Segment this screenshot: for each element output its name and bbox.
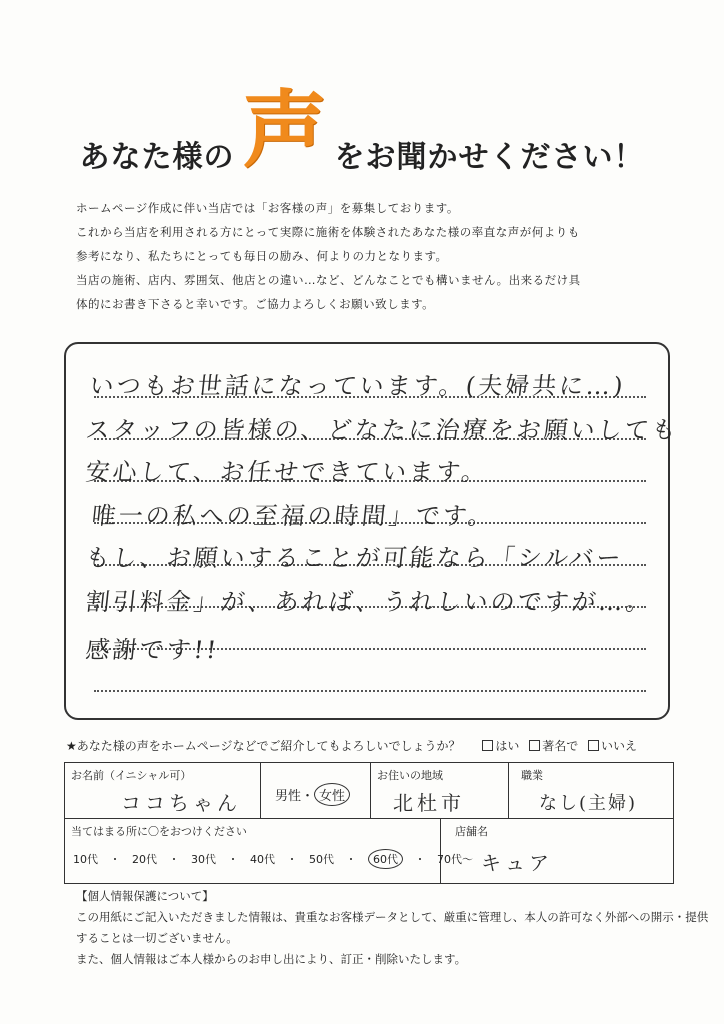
- name-label: お名前（イニシャル可）: [71, 769, 192, 782]
- age-separator: ・: [414, 853, 426, 866]
- privacy-line: この用紙にご記入いただきました情報は、貴重なお客様データとして、厳重に管理し、本人の許可なく外部への開示・提供: [76, 910, 709, 924]
- gender-separator: ・: [301, 789, 315, 804]
- privacy-heading: 【個人情報保護について】: [76, 889, 214, 903]
- page-title: [0, 70, 724, 190]
- checkbox-icon[interactable]: [588, 740, 599, 751]
- consent-option-named[interactable]: [529, 739, 578, 753]
- handwritten-line: 唯一の私への至福の時間」です。: [90, 502, 497, 530]
- age-separator: ・: [345, 853, 357, 866]
- age-separator: ・: [227, 853, 239, 866]
- intro-line: 当店の施術、店内、雰囲気、他店との違い…など、どんなことでも構いません。出来るだけ具: [76, 273, 581, 287]
- age-options: [73, 849, 481, 869]
- consent-option-no[interactable]: [588, 739, 637, 753]
- gender-female-selected[interactable]: 女性: [314, 783, 350, 806]
- shop-value: キュア: [481, 851, 553, 875]
- consent-option-label: はい: [495, 739, 520, 753]
- writing-line: [94, 690, 646, 692]
- title-accent: 声: [242, 81, 327, 179]
- handwritten-line: 感謝です!!: [84, 636, 221, 664]
- age-label: 当てはまる所に〇をおつけください: [71, 825, 247, 838]
- shop-cell[interactable]: [441, 819, 673, 883]
- age-option[interactable]: 30代: [191, 853, 216, 866]
- age-option[interactable]: 10代: [73, 853, 98, 866]
- customer-form: [64, 762, 674, 884]
- age-separator: ・: [109, 853, 121, 866]
- title-before: あなた様の: [79, 140, 235, 175]
- age-option-selected[interactable]: 60代: [368, 849, 403, 869]
- gender-options: [275, 783, 350, 806]
- age-separator: ・: [168, 853, 180, 866]
- age-separator: ・: [286, 853, 298, 866]
- region-label: お住いの地域: [377, 769, 443, 782]
- intro-line: 参考になり、私たちにとっても毎日の励み、何よりの力となります。: [76, 249, 448, 263]
- gender-male[interactable]: 男性: [275, 789, 302, 804]
- shop-label: 店舗名: [455, 825, 488, 838]
- handwritten-line: 安心して、お任せできています。: [84, 458, 490, 486]
- intro-line: ホームページ作成に伴い当店では「お客様の声」を募集しております。: [76, 201, 459, 215]
- job-label: 職業: [521, 769, 543, 782]
- handwritten-line: 割引料金」が、あれば、うれしいのですが…。: [84, 588, 655, 616]
- job-value: なし(主婦): [539, 793, 638, 814]
- consent-question: ★あなた様の声をホームページなどでご紹介してもよろしいでしょうか？: [66, 739, 461, 753]
- gender-cell[interactable]: [261, 763, 371, 819]
- checkbox-icon[interactable]: [482, 740, 493, 751]
- consent-row: [66, 737, 637, 754]
- handwritten-line: もし、お願いすることが可能なら「シルバー: [84, 544, 625, 572]
- region-value: 北杜市: [393, 791, 465, 815]
- age-option[interactable]: 70代〜: [437, 853, 473, 866]
- intro-line: 体的にお書き下さると幸いです。ご協力よろしくお願い致します。: [76, 297, 435, 311]
- consent-option-yes[interactable]: [482, 739, 519, 753]
- title-after: をお聞かせください！: [334, 140, 645, 175]
- age-option[interactable]: 20代: [132, 853, 157, 866]
- region-cell[interactable]: [371, 763, 509, 819]
- job-cell[interactable]: [509, 763, 673, 819]
- privacy-line: することは一切ございません。: [76, 931, 238, 945]
- age-option[interactable]: 40代: [250, 853, 275, 866]
- handwritten-line: いつもお世話になっています。(夫婦共に…): [88, 372, 628, 400]
- privacy-notice: [76, 886, 708, 970]
- privacy-line: また、個人情報はご本人様からのお申し出により、訂正・削除いたします。: [76, 952, 467, 966]
- name-value: ココちゃん: [121, 791, 241, 815]
- checkbox-icon[interactable]: [529, 740, 540, 751]
- handwritten-line: スタッフの皆様の、どなたに治療をお願いしても: [84, 416, 681, 444]
- intro-line: これから当店を利用される方にとって実際に施術を体験されたあなた様の率直な声が何よりも: [76, 225, 580, 239]
- intro-text: [76, 196, 676, 316]
- name-cell[interactable]: [65, 763, 261, 819]
- consent-option-label: 著名で: [542, 739, 579, 753]
- age-option[interactable]: 50代: [309, 853, 334, 866]
- consent-option-label: いいえ: [601, 739, 638, 753]
